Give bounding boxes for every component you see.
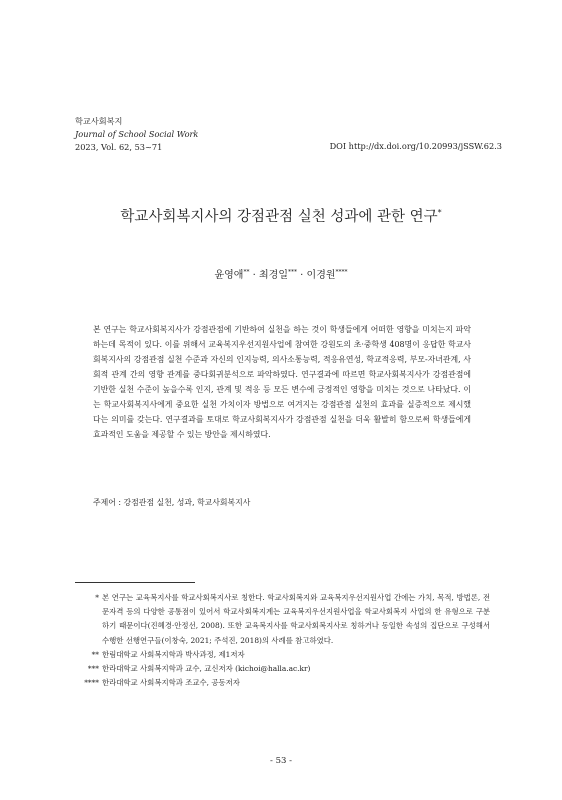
- footnote: [75, 591, 490, 648]
- keywords: 주제어 : 강점관점 실천, 성과, 학교사회복지사: [93, 498, 251, 507]
- abstract: 본 연구는 학교사회복지사가 강점관점에 기반하여 실천을 하는 것이 학생들에게 어떠한 영향을 미치는지 파악하는데 목적이 있다. 이를 위해서 교육복지우선지원사업에 참여한 강원도의 초·중학생 408명이 응답한 학교사회복지사의 강점관점 실천 수준과 자신의 인지능력, 의사소통능력, 적응유연성, 학교적응력, 부모-자녀관계, 사회적 관계 간의 영향 관계를 중다회귀분석으로 파악하였다. 연구결과에 따르면 학교사회복지사가 강점관점에 기반한 실천 수준이 높을수록 인지, 관계 및 적응 등 모든 변수에 긍정적인 영향을 미치는 것으로 나타났다. 이는 학교사회복지사에게 중요한 실천 가치이자 방법으로 여겨지는 강점관점 실천의 효과를 실증적으로 제시했다는 의미를 갖는다. 연구결과를 토대로 학교사회복지사가 강점관점 실천을 더욱 활발히 함으로써 학생들에게 효과적인 도움을 제공할 수 있는 방안을 제시하였다.: [93, 325, 471, 439]
- footnote-text: 한림대학교 사회복지학과 박사과정, 제1저자: [102, 649, 245, 659]
- footnote-mark: *: [95, 593, 99, 602]
- author-mark: ****: [335, 268, 348, 276]
- footnote: [75, 676, 490, 690]
- footnote-text: 한라대학교 사회복지학과 조교수, 공동저자: [102, 678, 240, 688]
- title-text: 학교사회복지사의 강점관점 실천 성과에 관한 연구: [120, 209, 438, 225]
- footnote: [75, 648, 490, 662]
- author-separator: ·: [300, 270, 304, 281]
- author-name: 이경원: [306, 270, 336, 281]
- journal-name-ko: 학교사회복지: [75, 116, 123, 126]
- journal-name-en: Journal of School Social Work: [75, 129, 199, 139]
- author-mark: **: [243, 268, 250, 276]
- author-list: [0, 266, 562, 281]
- journal-info: [75, 115, 198, 154]
- footnote-divider: [75, 582, 195, 583]
- author-name: 윤영애: [214, 270, 244, 281]
- doi-link[interactable]: DOI http://dx.doi.org/10.20993/jSSW.62.3: [329, 141, 502, 151]
- footnote-mark: **: [91, 649, 99, 659]
- author-separator: ·: [252, 270, 256, 281]
- footnote-mark: ***: [87, 664, 99, 674]
- author-mark: ***: [287, 268, 297, 276]
- footnote-text: 본 연구는 교육복지사를 학교사회복지사로 칭한다. 학교사회복지와 교육복지우선지원사업 간에는 가치, 목적, 방법론, 전문자격 등의 다양한 공통점이 있어서 학교사회복지계는 교육복지우선지원사업을 학교사회복지 사업의 한 유형으로 구분하기 때문이다(진혜경·안정선, 2008). 또한 교육복지사를 학교사회복지사로 칭하거나 동일한 속성의 집단으로 구성해서 수행한 선행연구들(이창숙, 2021; 주석진, 2018)의 사례를 참고하였다.: [102, 593, 490, 645]
- footnote-text: 한라대학교 사회복지학과 교수, 교신저자 (kichoi@halla.ac.kr): [102, 664, 311, 674]
- footnote-mark: ****: [84, 678, 99, 688]
- author-name: 최경일: [259, 270, 288, 281]
- paper-title: [0, 205, 562, 226]
- page-number: - 53 -: [270, 756, 292, 766]
- title-footnote-mark: *: [437, 208, 442, 218]
- footnote: [75, 662, 490, 676]
- journal-issue: 2023, Vol. 62, 53~71: [75, 142, 163, 152]
- footnotes: [75, 591, 490, 690]
